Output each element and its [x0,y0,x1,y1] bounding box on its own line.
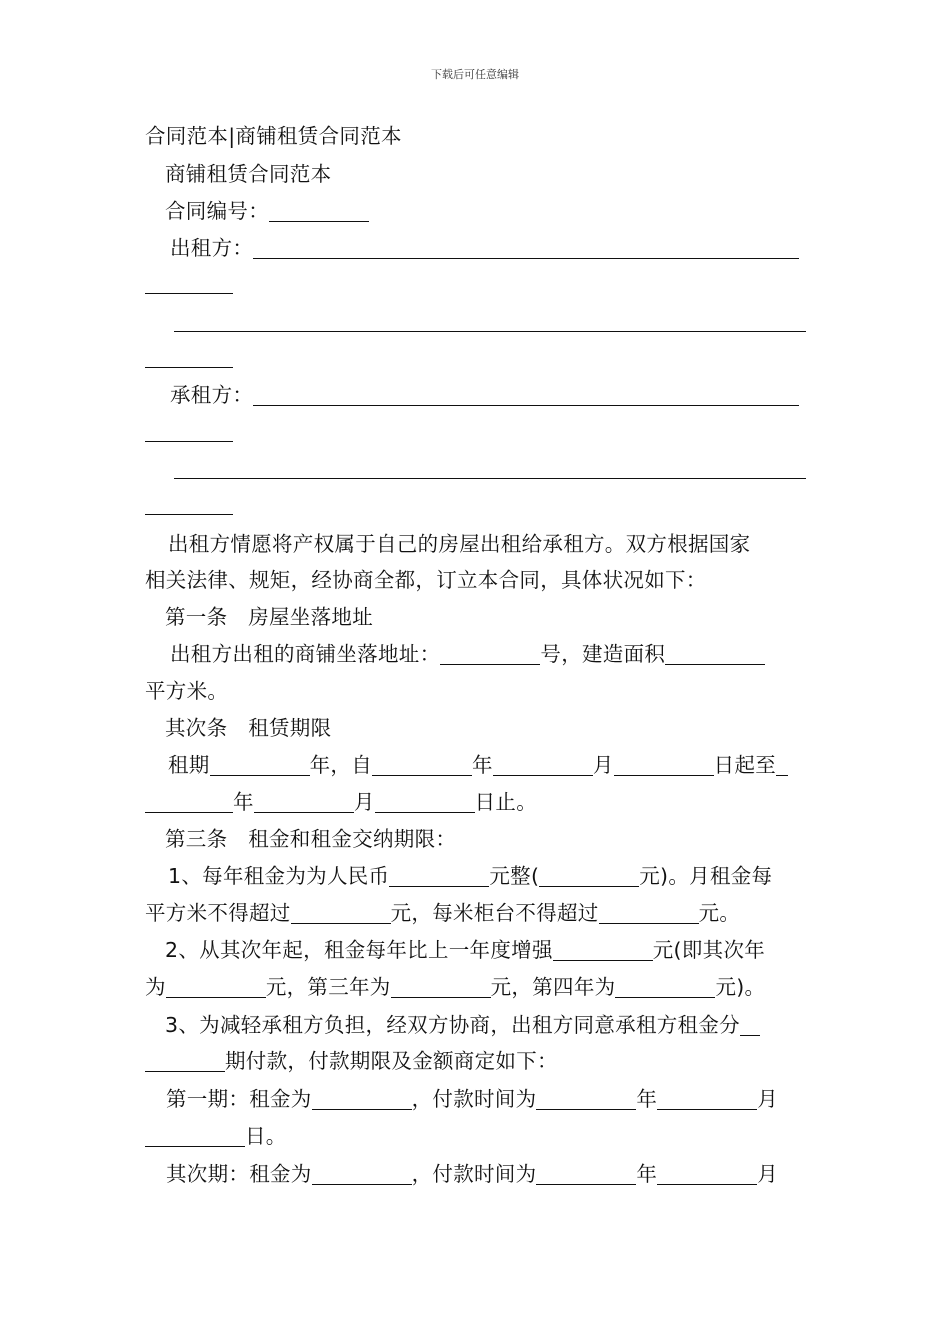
payment-1-line1: 第一期：租金为 ，付款时间为 年 月 [166,1087,779,1111]
lessee-line: 承租方： [170,382,799,408]
article-3-title: 第三条 租金和租金交纳期限： [165,827,457,851]
document-title: 合同范本|商铺租赁合同范本 [145,124,402,148]
clause-3-line1: 3、为减轻承租方负担，经双方协商，出租方同意承租方租金分 [165,1012,760,1038]
payment-1-line2: 日。 [145,1123,287,1149]
article-1-title: 第一条 房屋坐落地址 [165,605,373,629]
lessee-blank-2 [174,455,806,481]
intro-paragraph-line1: 出租方情愿将产权属于自己的房屋出租给承租方。双方根据国家 [168,532,751,556]
article-2-line2: 年 月 日止。 [145,789,537,815]
clause-2-line1: 2、从其次年起，租金每年比上一年度增强 元(即其次年 [165,938,766,962]
clause-1-line2: 平方米不得超过 元，每米柜台不得超过 元。 [145,901,741,925]
article-2-title: 其次条 租赁期限 [165,716,332,740]
lessor-blank-2 [174,308,806,334]
clause-1-line1: 1、每年租金为为人民币 元整( 元)。月租金每 [168,864,773,888]
contract-number-line: 合同编号： [165,198,369,224]
intro-paragraph-line2: 相关法律、规矩，经协商全都，订立本合同，具体状况如下： [145,568,707,592]
lessee-blank-cont [145,418,233,444]
lessor-blank [253,236,799,259]
clause-2-line2: 为 元，第三年为 元，第四年为 元)。 [145,975,766,999]
page-header-note: 下载后可任意编辑 [431,68,519,81]
lessee-blank-2-cont [145,491,233,517]
lessor-blank-cont [145,270,233,296]
article-1-line2: 平方米。 [145,679,229,703]
contract-subtitle: 商铺租赁合同范本 [165,162,332,186]
clause-3-line2: 期付款，付款期限及金额商定如下： [145,1048,558,1074]
contract-number-blank [269,199,369,222]
article-1-line1: 出租方出租的商铺坐落地址： 号，建造面积 [170,641,765,667]
lessee-blank [253,383,799,406]
article-2-line1: 租期 年，自 年 月 日起至 [168,752,788,778]
lessor-blank-2-cont [145,344,233,370]
lessor-line: 出租方： [170,235,799,261]
payment-2-line1: 其次期：租金为 ，付款时间为 年 月 [166,1162,779,1186]
